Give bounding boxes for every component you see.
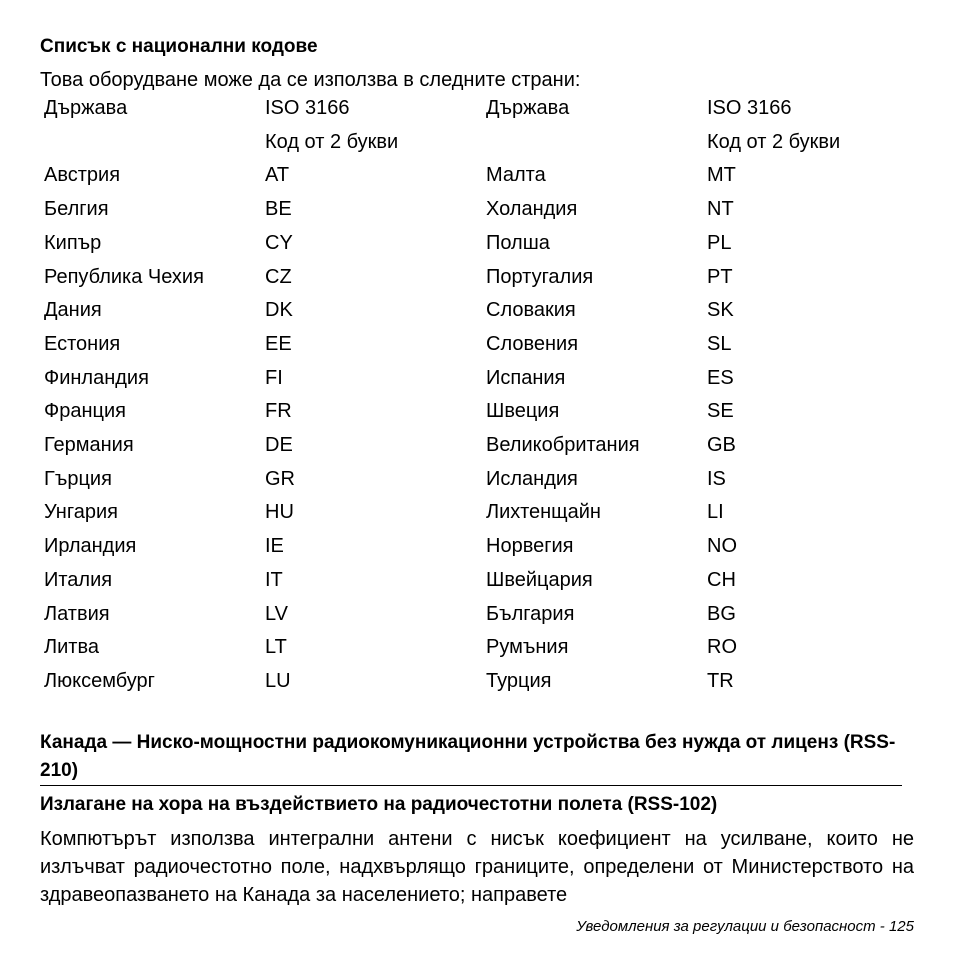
intro-text: Това оборудване може да се използва в следните страни:: [40, 69, 581, 91]
rf-exposure-body-text: Компютърът използва интегрални антени с нисък коефициент на усилване, които не излъчват радиочестотно поле, надхвърлящо границите, определени от Министерството на здравеопазването на Канада за населението; направете: [40, 828, 914, 906]
country-name: Ирландия: [44, 535, 137, 558]
table-row: [40, 463, 857, 497]
table-row: [40, 395, 857, 429]
country-code: LT: [265, 636, 287, 659]
country-code: RO: [707, 636, 737, 659]
country-name: България: [486, 602, 575, 625]
country-code: LV: [265, 602, 288, 625]
national-codes-heading: Списък с национални кодове: [40, 36, 318, 57]
country-name: Великобритания: [486, 434, 640, 457]
country-code: PT: [707, 265, 733, 288]
table-row: [40, 564, 857, 598]
table-row: [40, 328, 857, 362]
country-code: TR: [707, 669, 734, 692]
country-name: Белгия: [44, 198, 109, 221]
country-code: CH: [707, 568, 736, 591]
country-code: ES: [707, 366, 734, 389]
rf-exposure-heading: Излагане на хора на въздействието на радиочестотни полета (RSS-102): [40, 794, 718, 815]
country-code: SK: [707, 299, 734, 322]
table-row: [40, 294, 857, 328]
subheader-empty: [40, 126, 261, 160]
table-row: [40, 429, 857, 463]
country-name: Германия: [44, 434, 134, 457]
country-name: Турция: [486, 669, 552, 692]
table-row: [40, 261, 857, 295]
country-name: Латвия: [44, 602, 110, 625]
country-code: LI: [707, 501, 724, 524]
table-subheader-row: [40, 126, 857, 160]
country-code: LU: [265, 669, 291, 692]
table-row: [40, 631, 857, 665]
country-name: Португалия: [486, 265, 594, 288]
table-row: [40, 665, 857, 699]
country-code: BG: [707, 602, 736, 625]
country-name: Словения: [486, 332, 579, 355]
country-codes-table-body: [40, 92, 857, 699]
country-code: SE: [707, 400, 734, 423]
table-header-row: [40, 92, 857, 126]
country-name: Литва: [44, 636, 99, 659]
country-name: Холандия: [486, 198, 578, 221]
header-country: Държава: [44, 97, 128, 119]
country-name: Франция: [44, 400, 126, 423]
country-name: Лихтенщайн: [486, 501, 601, 524]
country-name: Швейцария: [486, 568, 593, 591]
country-code: HU: [265, 501, 294, 524]
table-row: [40, 496, 857, 530]
country-code: FR: [265, 400, 292, 423]
country-code: EE: [265, 332, 292, 355]
country-name: Люксембург: [44, 669, 155, 692]
country-code: SL: [707, 332, 732, 355]
country-name: Кипър: [44, 231, 102, 254]
country-name: Унгария: [44, 501, 118, 524]
table-row: [40, 362, 857, 396]
country-code: IE: [265, 535, 284, 558]
table-row: [40, 193, 857, 227]
country-code: CY: [265, 231, 293, 254]
country-codes-table: [40, 92, 857, 699]
table-row: [40, 227, 857, 261]
subheader-empty: [482, 126, 703, 160]
country-code: IT: [265, 568, 283, 591]
header-iso: ISO 3166: [707, 97, 792, 119]
table-row: [40, 598, 857, 632]
country-name: Република Чехия: [44, 265, 204, 288]
country-code: IS: [707, 467, 726, 490]
country-name: Италия: [44, 568, 113, 591]
header-iso: ISO 3166: [265, 97, 350, 119]
country-name: Малта: [486, 164, 546, 187]
country-name: Исландия: [486, 467, 578, 490]
table-row: [40, 530, 857, 564]
country-code: NT: [707, 198, 734, 221]
country-code: MT: [707, 164, 736, 187]
country-name: Гърция: [44, 467, 112, 490]
country-name: Румъния: [486, 636, 569, 659]
country-name: Австрия: [44, 164, 121, 187]
country-name: Испания: [486, 366, 566, 389]
country-code: DK: [265, 299, 293, 322]
country-code: GR: [265, 467, 295, 490]
country-name: Естония: [44, 332, 121, 355]
country-name: Словакия: [486, 299, 576, 322]
country-code: BE: [265, 198, 292, 221]
country-name: Финландия: [44, 366, 149, 389]
subheader-code-length: Код от 2 букви: [265, 130, 399, 153]
country-name: Норвегия: [486, 535, 574, 558]
country-code: FI: [265, 366, 283, 389]
country-name: Дания: [44, 299, 102, 322]
country-code: GB: [707, 434, 736, 457]
page-footer: Уведомления за регулации и безопасност - 125: [576, 918, 914, 935]
country-code: PL: [707, 231, 732, 254]
canada-heading: Канада — Ниско-мощностни радиокомуникационни устройства без нужда от лиценз (RSS-210): [40, 729, 902, 786]
country-name: Швеция: [486, 400, 560, 423]
country-code: NO: [707, 535, 737, 558]
country-code: CZ: [265, 265, 292, 288]
table-row: [40, 159, 857, 193]
country-code: AT: [265, 164, 290, 187]
header-country: Държава: [486, 97, 570, 119]
subheader-code-length: Код от 2 букви: [707, 130, 841, 153]
country-name: Полша: [486, 231, 550, 254]
country-code: DE: [265, 434, 293, 457]
